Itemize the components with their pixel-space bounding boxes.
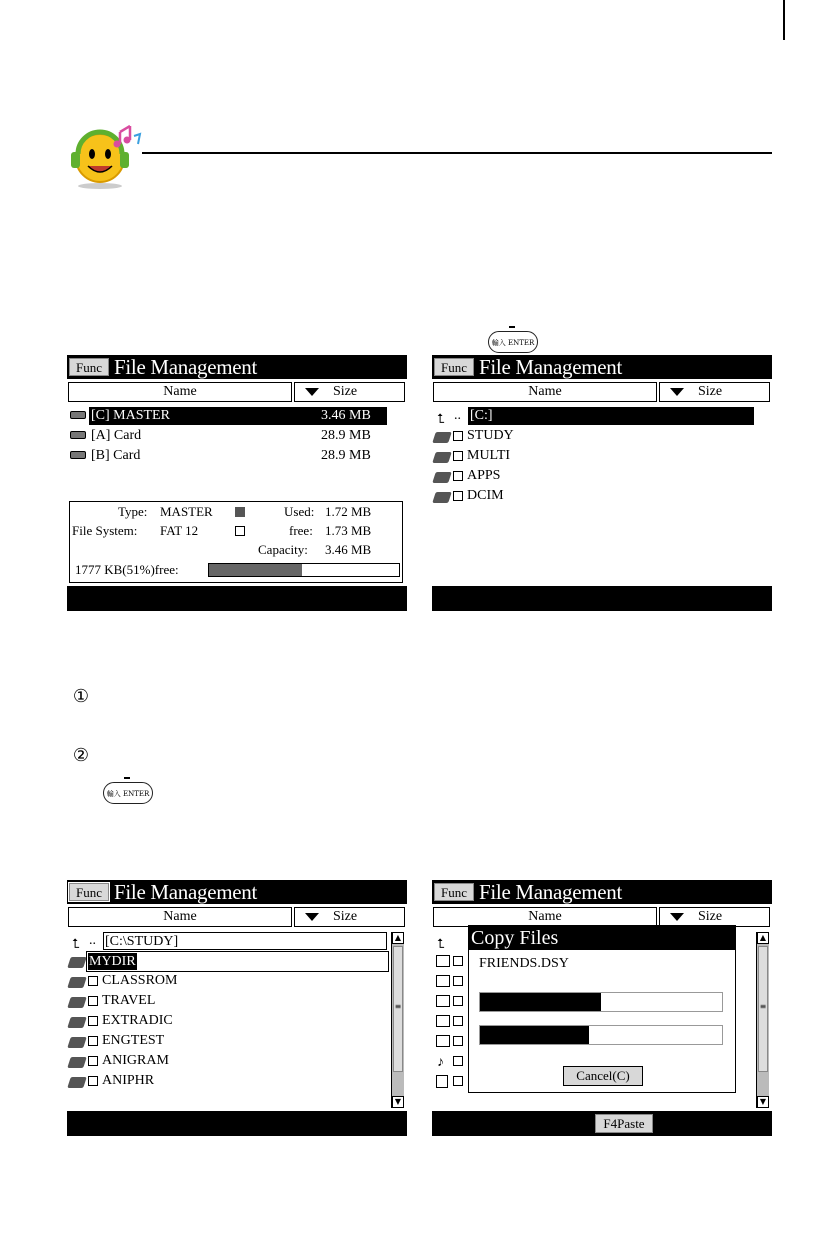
vertical-scrollbar[interactable] bbox=[756, 932, 769, 1108]
drive-icon bbox=[70, 451, 86, 459]
checkbox[interactable] bbox=[453, 1056, 463, 1066]
status-bar bbox=[432, 1111, 772, 1136]
status-bar bbox=[67, 1111, 407, 1136]
folder-icon bbox=[432, 472, 452, 483]
used-legend-swatch bbox=[235, 507, 245, 517]
checkbox[interactable] bbox=[88, 976, 98, 986]
screen-study-folder bbox=[67, 880, 407, 1136]
free-value: 1.73 MB bbox=[325, 523, 372, 538]
scroll-up-icon[interactable]: ▲ bbox=[392, 932, 404, 944]
usage-bar bbox=[208, 563, 400, 577]
sort-down-icon bbox=[670, 388, 684, 396]
name-column-header[interactable]: Name bbox=[433, 907, 657, 927]
size-header-label: Size bbox=[333, 384, 358, 399]
fs-label: File System: bbox=[72, 523, 138, 538]
checkbox[interactable] bbox=[453, 956, 463, 966]
folder-name: DCIM bbox=[467, 488, 504, 503]
total-progress-fill bbox=[480, 1026, 589, 1044]
free-legend-swatch bbox=[235, 526, 245, 536]
folder-row[interactable] bbox=[67, 951, 407, 971]
scroll-thumb[interactable]: ≡ bbox=[758, 946, 768, 1072]
title-bar bbox=[432, 355, 772, 379]
enter-key-icon: 輸入 ENTER bbox=[488, 331, 538, 353]
folder-row[interactable] bbox=[432, 426, 772, 446]
unknown-file-icon bbox=[436, 1075, 448, 1088]
capacity-label: Capacity: bbox=[258, 542, 308, 557]
hourglass-file-icon bbox=[436, 1035, 450, 1047]
folder-row[interactable] bbox=[67, 1051, 407, 1071]
checkbox[interactable] bbox=[88, 996, 98, 1006]
checkbox[interactable] bbox=[453, 1076, 463, 1086]
up-folder-icon: ⮤ bbox=[437, 936, 445, 951]
file-progress-fill bbox=[480, 993, 601, 1011]
folder-row[interactable] bbox=[67, 991, 407, 1011]
fs-value: FAT 12 bbox=[160, 523, 199, 538]
drive-name: [B] Card bbox=[91, 448, 141, 463]
capacity-value: 3.46 MB bbox=[325, 542, 372, 557]
checkbox[interactable] bbox=[453, 431, 463, 441]
file-list-panel bbox=[67, 379, 407, 586]
folder-row[interactable] bbox=[432, 446, 772, 466]
name-column-header[interactable]: Name bbox=[68, 907, 292, 927]
drive-name: [A] Card bbox=[91, 428, 142, 443]
scroll-down-icon[interactable]: ▼ bbox=[392, 1096, 404, 1108]
drive-size: 28.9 MB bbox=[321, 448, 371, 463]
folder-name: ANIPHR bbox=[102, 1073, 155, 1088]
corner-rule bbox=[783, 0, 785, 40]
checkbox[interactable] bbox=[88, 1076, 98, 1086]
up-folder-icon: ⮤ bbox=[437, 411, 445, 426]
window-title: File Management bbox=[479, 880, 623, 904]
up-folder-icon: ⮤ bbox=[72, 936, 80, 951]
folder-row[interactable] bbox=[67, 1031, 407, 1051]
folder-name: APPS bbox=[467, 468, 501, 483]
type-value: MASTER bbox=[160, 504, 213, 519]
folder-icon bbox=[432, 452, 452, 463]
sort-down-icon bbox=[305, 913, 319, 921]
folder-name: CLASSROM bbox=[102, 973, 178, 988]
window-title: File Management bbox=[114, 355, 258, 379]
used-value: 1.72 MB bbox=[325, 504, 372, 519]
drive-row-highlight bbox=[89, 407, 387, 425]
current-path: [C:\STUDY] bbox=[103, 932, 387, 950]
title-bar bbox=[432, 880, 772, 904]
name-column-header[interactable]: Name bbox=[433, 382, 657, 402]
folder-row[interactable] bbox=[67, 1071, 407, 1091]
drive-row[interactable] bbox=[67, 426, 407, 446]
drive-size: 28.9 MB bbox=[321, 428, 371, 443]
name-column-header[interactable]: Name bbox=[68, 382, 292, 402]
checkbox[interactable] bbox=[88, 1056, 98, 1066]
folder-name: MULTI bbox=[467, 448, 511, 463]
folder-row[interactable] bbox=[432, 486, 772, 506]
screen-copy-files bbox=[432, 880, 772, 1136]
file-list-panel bbox=[67, 904, 407, 1111]
total-progress-bar bbox=[479, 1025, 723, 1045]
folder-icon bbox=[67, 997, 87, 1008]
folder-name: ANIGRAM bbox=[102, 1053, 169, 1068]
checkbox[interactable] bbox=[453, 976, 463, 986]
checkbox[interactable] bbox=[453, 491, 463, 501]
drive-name: [C] MASTER bbox=[91, 408, 170, 423]
folder-icon bbox=[67, 1017, 87, 1028]
drive-size: 3.46 MB bbox=[321, 408, 371, 423]
size-column-header[interactable] bbox=[659, 907, 770, 927]
window-title: File Management bbox=[479, 355, 623, 379]
checkbox[interactable] bbox=[88, 1036, 98, 1046]
title-bar bbox=[67, 880, 407, 904]
status-bar bbox=[432, 586, 772, 611]
scroll-up-icon[interactable]: ▲ bbox=[757, 932, 769, 944]
size-column-header[interactable] bbox=[659, 382, 770, 402]
parent-dir-row[interactable] bbox=[432, 406, 772, 426]
func-button[interactable]: Func bbox=[69, 883, 109, 901]
hourglass-file-icon bbox=[436, 955, 450, 967]
hourglass-file-icon bbox=[436, 995, 450, 1007]
paste-button[interactable]: F4Paste bbox=[595, 1114, 653, 1133]
func-button[interactable]: Func bbox=[69, 358, 109, 376]
folder-icon bbox=[67, 1037, 87, 1048]
folder-row[interactable] bbox=[432, 466, 772, 486]
parent-dir-label: .. bbox=[454, 408, 461, 423]
usage-bar-fill bbox=[209, 564, 302, 576]
section-rule bbox=[142, 152, 772, 154]
used-label: Used: bbox=[284, 504, 315, 519]
sort-down-icon bbox=[305, 388, 319, 396]
current-path: [C:] bbox=[468, 407, 754, 425]
folder-name: MYDIR bbox=[89, 954, 136, 969]
smiley-headphones-icon bbox=[68, 118, 148, 190]
screen-drives bbox=[67, 355, 407, 611]
checkbox[interactable] bbox=[453, 1016, 463, 1026]
drive-icon bbox=[70, 431, 86, 439]
title-bar bbox=[67, 355, 407, 379]
checkbox[interactable] bbox=[88, 1016, 98, 1026]
screen-root-folders bbox=[432, 355, 772, 611]
drive-icon bbox=[70, 411, 86, 419]
folder-row[interactable] bbox=[67, 971, 407, 991]
size-header-label: Size bbox=[698, 384, 723, 399]
folder-name: ENGTEST bbox=[102, 1033, 165, 1048]
size-column-header[interactable] bbox=[294, 382, 405, 402]
folder-row[interactable] bbox=[67, 1011, 407, 1031]
size-header-label: Size bbox=[333, 909, 358, 924]
size-column-header[interactable] bbox=[294, 907, 405, 927]
enter-key-icon: 輸入 ENTER bbox=[103, 782, 153, 804]
folder-icon bbox=[67, 977, 87, 988]
copy-files-dialog bbox=[468, 925, 736, 1093]
sort-down-icon bbox=[670, 913, 684, 921]
func-button[interactable]: Func bbox=[434, 883, 474, 901]
folder-icon bbox=[67, 1057, 87, 1068]
music-file-icon: ♪ bbox=[437, 1055, 444, 1070]
checkbox[interactable] bbox=[453, 471, 463, 481]
type-label: Type: bbox=[118, 504, 148, 519]
file-list-panel bbox=[432, 379, 772, 586]
parent-dir-row[interactable] bbox=[67, 931, 407, 951]
free-label: free: bbox=[289, 523, 313, 538]
drive-info-box bbox=[69, 501, 403, 583]
status-bar bbox=[67, 586, 407, 611]
rename-edit-box[interactable] bbox=[86, 951, 389, 972]
scroll-thumb[interactable]: ≡ bbox=[393, 946, 403, 1072]
cancel-button[interactable]: Cancel(C) bbox=[563, 1066, 643, 1086]
step-1-marker: ① bbox=[72, 686, 90, 707]
folder-icon bbox=[432, 432, 452, 443]
dialog-title: Copy Files bbox=[469, 926, 735, 950]
checkbox[interactable] bbox=[453, 451, 463, 461]
hourglass-file-icon bbox=[436, 1015, 450, 1027]
size-header-label: Size bbox=[698, 909, 723, 924]
checkbox[interactable] bbox=[453, 996, 463, 1006]
parent-dir-label: .. bbox=[89, 933, 96, 948]
func-button[interactable]: Func bbox=[434, 358, 474, 376]
folder-name: STUDY bbox=[467, 428, 514, 443]
folder-icon bbox=[67, 957, 87, 968]
file-list-panel bbox=[432, 904, 772, 1111]
copy-filename: FRIENDS.DSY bbox=[479, 956, 569, 971]
hourglass-file-icon bbox=[436, 975, 450, 987]
folder-icon bbox=[67, 1077, 87, 1088]
folder-name: EXTRADIC bbox=[102, 1013, 173, 1028]
checkbox[interactable] bbox=[453, 1036, 463, 1046]
vertical-scrollbar[interactable] bbox=[391, 932, 404, 1108]
window-title: File Management bbox=[114, 880, 258, 904]
folder-icon bbox=[432, 492, 452, 503]
step-2-marker: ② bbox=[72, 745, 90, 766]
drive-row[interactable] bbox=[67, 406, 407, 426]
free-summary: 1777 KB(51%)free: bbox=[75, 562, 179, 577]
drive-row[interactable] bbox=[67, 446, 407, 466]
folder-name: TRAVEL bbox=[102, 993, 156, 1008]
file-progress-bar bbox=[479, 992, 723, 1012]
scroll-down-icon[interactable]: ▼ bbox=[757, 1096, 769, 1108]
